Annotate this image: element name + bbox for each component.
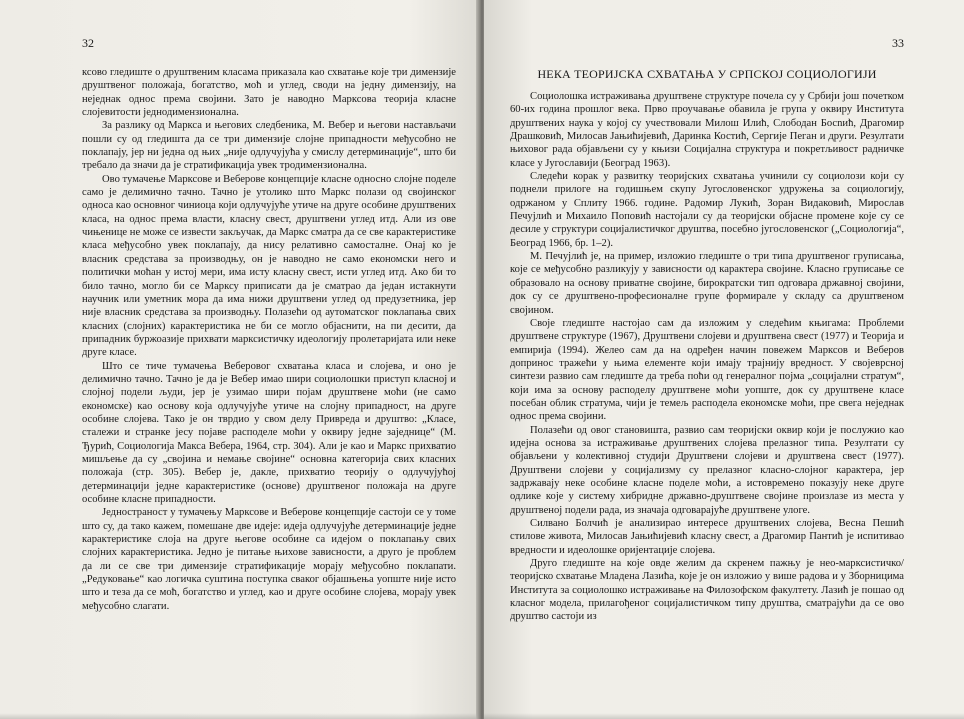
paragraph: Што се тиче тумачења Веберовог схватања класа и слојева, и оно је делимично тачно. Тачно је да је Вебер имао шири социолошки приступ класној и слојној подели људи, јер је узимао шири појам друштвене моћи (не само економске) као основу која одлучујуће утиче на слојну припадност, на друге особине слојева. Тако је он тврдио у свом делу Привреда и друштво: „Класе, сталежи и странке јесу појаве расподеле моћи у оквиру једне заједнице“ (М. Ђурић, Социологија Макса Вебера, 1964, стр. 304). Али је као и Маркс прихватио мишљење да су „својина и немање својине“ основна категорија свих класних положаја (стр. 305). Вебер је, дакле, прихватио теорију о одлучујућој детерминацији једне карактеристике (основе) друштвеног положаја на друге особине класне припадности. (82, 360, 456, 505)
paragraph: Социолошка истраживања друштвене структуре почела су у Србији још почетком 60-их година прошлог века. Прво проучавање обавила је група у оквиру Института друштвених наука у којој су учествовали Милош Илић, Слободан Босnић, Драгомир Драшковић, Милосав Јањићијевић, Даринка Костић, Сергије Пеган и други. Резултати њиховог рада објављени су у књизи Социјална структура и покретљивост радничке класе у Југославији (Београд 1963). (510, 91, 904, 169)
left-page (0, 0, 480, 719)
section-heading: НЕКА ТЕОРИЈСКА СХВАТАЊА У СРПСКОЈ СОЦИОЛОГИЈИ (537, 67, 877, 81)
page-number-right: 33 (892, 36, 904, 50)
paragraph: Своје гледиште настојао сам да изложим у следећим књигама: Проблеми друштвене структуре (1967), Друштвени слојеви и друштвена свест (1977) и Теорија и емпирија (1994). Желео сам да на одређен начин повежем Марксов и Веберов допринос тражећи у њима елементе који имају трајнију вредност. У својеврсној синтези развио сам гледиште да треба поћи од генералног појма „социјални стратум“, који има за основу расподелу друштвене моћи уопште, док су друштвене класе посебан облик стратума, чији је темељ расподела економске моћи, пре свега неједнак однос према својини. (510, 317, 904, 423)
paragraph: Ово тумачење Марксове и Веберове концепције класне односно слојне поделе само је делимично тачно. Тачно је утолико што Маркс полази од својинског односа као основног чиниоца који одлучујуће утиче на друге особине друштвених класа, на однос према власти, класну свест, друштвени углед итд. Али из ове чињенице не може се извести закључак, да Маркс сматра да се све карактеристике класа међусобно увек поклапају, да нису релативно самосталне. Онај ко је власник средстава за производњу, он је наводно не само економски него и политички моћан у истој мери, има исту класну свест, исти углед итд. Ако би то било тачно, могло би се Марксу приписати да је сматрао да један истакнути научник или уметник мора да има нижи друштвени углед од предузетника, јер није власник средставa за производњу. Полазећи од аутоматског поклапања свих класних (слојних) карактеристика не би се могло објаснити, на пи десити, да припадник буржоазије прихвати марксистичку идеологију пролетаријата или неке друге класе. (82, 173, 456, 359)
paragraph: ксово гледиште о друштвеним класама приказала као схватање које три димензије друштвеног положаја, богатство, моћ и углед, своди на једну димензију, на неједнак однос према својини. Зато је наводно Марксова теорија класне слојевитости једнодимензионална. (82, 67, 456, 119)
paragraph: Полазећи од овог становишта, развио сам теоријски оквир који је послужио као идејна основа за истраживање друштвених слојева прелазног типа. Резултати су објављени у колективној студији Друштвени слојеви и друштвена свест (1977). Друштвени слојеви у социјализму су прелазног класно-слојног карактера, јер задржавају неке особине класне поделе моћи, а истовремено показују неке друге одлике које у систему хибридне државно-друштвене својине произлазе из места у друштвеној подели рада, из значаја одговарајуће друштвене улоге. (510, 424, 904, 516)
paragraph: Једностраност у тумачењу Марксове и Веберове концепције састоји се у томе што су, да тако кажем, помешане две идеје: идеја одлучујуће детерминације једне карактеристике слоја на друге његове особине са идејом о поклапању свих слојних карактеристика. Једно је питање њихове зависности, а друго је проблем да ли се све три димензије стратификације морају међусобно поклапати. „Редуковање“ као логичка суштина поступка сваког објашњења уопште није исто што и теза да се моћ, богатство и углед, као и друге особине слојева, морају увек међусобно слагати. (82, 507, 456, 612)
paragraph: Силвано Болчић је анализирао интересе друштвених слојева, Весна Пешић стилове живота, Милосав Јањићијевић класну свест, а Драгомир Пантић је испитивао вредности и идеолошке оријентације слојева. (510, 518, 904, 556)
left-page-body (82, 66, 456, 613)
paragraph: М. Печујлић је, на пример, изложио гледиште о три типа друштвеног груписања, које се међусобно разликују у зависности од карактера својине. Класно груписање се образовало на основу приватне својине, бирократски тип одговара државној својини, док су се друштвено-професионалне групе формирале у складу са друштвеном својином. (510, 251, 904, 316)
right-page (484, 0, 964, 719)
page-shadow (484, 713, 964, 719)
right-page-body (510, 90, 904, 624)
page-shadow (0, 713, 480, 719)
paragraph: Друго гледиште на које овде желим да скренем пажњу је нео-марксистичко/теоријско схватање Младена Лазића, које је он изложио у више радова и у Зборницима Института за социолошко истраживање на Филозофском факултету. Лазић је пошао од класног модела, прилагођеног социјалистичком типу друштва, сматрајући да се ово друштво састоји из (510, 558, 904, 623)
paragraph: Следећи корак у развитку теоријских схватања учинили су социолози који су поднели прилоге на годишњем скупу Југословенског удружења за социологију, одржаном у Сплиту 1966. године. Радомир Лукић, Зоран Видаковић, Мирослав Печујлић и Михаило Поповић настојали су да теоријски објасне промене које су се десиле у структури социјалистичког друштва, посебно југословенског („Социологија“, Београд 1966, бр. 1–2). (510, 171, 904, 249)
page-number-left: 32 (82, 36, 94, 50)
paragraph: За разлику од Маркса и његових следбеника, М. Вебер и његови настављачи пошли су од гледишта да се три димензије слојне припадности међусобно не поклапају, јер ни једна од њих „није одлучујућа у смислу детерминације“, што би требало да значи да је стратификација увек тродимензионална. (82, 120, 456, 172)
